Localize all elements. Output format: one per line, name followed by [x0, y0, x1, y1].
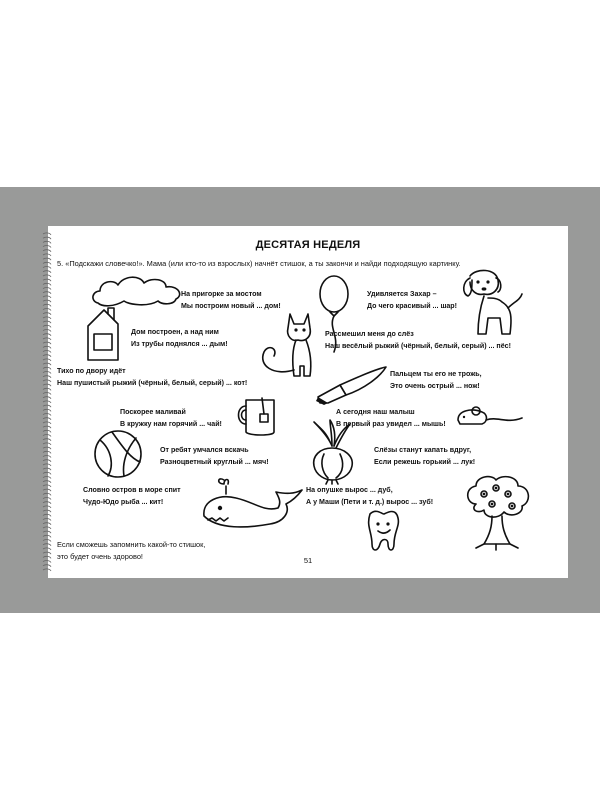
spiral-coil [43, 241, 51, 243]
dog-icon [462, 268, 528, 340]
poem-house [181, 288, 281, 312]
poem-line: Наш весёлый рыжий (чёрный, белый, серый) ... пёс! [325, 342, 511, 350]
spiral-coil [43, 313, 51, 315]
poem-line: На опушке вырос ... дуб, [306, 486, 393, 494]
spiral-coil [43, 451, 51, 453]
spiral-coil [43, 321, 51, 323]
spiral-coil [43, 514, 51, 516]
spiral-coil [43, 376, 51, 378]
onion-icon [306, 418, 358, 484]
poem-tea [120, 406, 222, 430]
spiral-coil [43, 388, 51, 390]
poem-line: До чего красивый ... шар! [367, 302, 457, 310]
spiral-coil [43, 489, 51, 491]
spiral-coil [43, 565, 51, 567]
spiral-coil [43, 531, 51, 533]
spiral-coil [43, 351, 51, 353]
spiral-coil [43, 435, 51, 437]
spiral-coil [43, 422, 51, 424]
poem-line: Поскорее маливай [120, 408, 186, 416]
tree-icon [462, 474, 534, 552]
spiral-coil [43, 519, 51, 521]
spiral-coil [43, 430, 51, 432]
spiral-coil [43, 246, 51, 248]
spiral-coil [43, 506, 51, 508]
spiral-coil [43, 309, 51, 311]
tooth-icon [364, 508, 402, 554]
poem-line: Слёзы станут капать вдруг, [374, 446, 472, 454]
spiral-coil [43, 250, 51, 252]
poem-line: Наш пушистый рыжий (чёрный, белый, серый) ... кот! [57, 379, 248, 387]
footer-line: Если сможешь запомнить какой-то стишок, [57, 540, 206, 549]
poem-balloon [367, 288, 457, 312]
spiral-coil [43, 544, 51, 546]
mug-icon [234, 392, 284, 438]
spiral-coil [43, 292, 51, 294]
spiral-coil [43, 380, 51, 382]
spiral-coil [43, 548, 51, 550]
spiral-coil [43, 552, 51, 554]
page-number: 51 [303, 556, 313, 565]
spiral-coil [43, 556, 51, 558]
task-instruction: 5. «Подскажи словечко!». Мама (или кто-то из взрослых) начнёт стишок, а ты закончи и найди подходящую картинку. [57, 259, 461, 268]
spiral-coil [43, 460, 51, 462]
spiral-coil [43, 439, 51, 441]
spiral-coil [43, 561, 51, 563]
spiral-coil [43, 237, 51, 239]
spiral-coil [43, 523, 51, 525]
poem-cat [57, 365, 247, 389]
spiral-coil [43, 359, 51, 361]
poem-ball [160, 444, 269, 468]
spiral-coil [43, 372, 51, 374]
spiral-coil [43, 363, 51, 365]
spiral-coil [43, 267, 51, 269]
spiral-coil [43, 233, 51, 235]
poem-line: Из трубы поднялся ... дым! [131, 340, 228, 348]
spiral-coil [43, 283, 51, 285]
poem-line: Мы построим новый ... дом! [181, 302, 281, 310]
spiral-coil [43, 275, 51, 277]
spiral-coil [43, 338, 51, 340]
poem-line: Дом построен, а над ним [131, 328, 219, 336]
spiral-coil [43, 472, 51, 474]
spiral-coil [43, 334, 51, 336]
spiral-coil [43, 296, 51, 298]
spiral-coil [43, 325, 51, 327]
poem-line: Чудо-Юдо рыба ... кит! [83, 498, 164, 506]
footer-line: это будет очень здорово! [57, 552, 143, 561]
spiral-coil [43, 485, 51, 487]
poem-line: Тихо по двору идёт [57, 367, 126, 375]
mouse-icon [454, 402, 524, 428]
poem-line: От ребят умчался вскачь [160, 446, 249, 454]
poem-line: Словно остров в море спит [83, 486, 181, 494]
spiral-coil [43, 300, 51, 302]
workbook-page [48, 226, 568, 578]
spiral-coil [43, 405, 51, 407]
spiral-coil [43, 447, 51, 449]
spiral-coil [43, 468, 51, 470]
poem-line: А сегодня наш малыш [336, 408, 415, 416]
page-title: ДЕСЯТАЯ НЕДЕЛЯ [255, 239, 361, 251]
spiral-coil [43, 254, 51, 256]
poem-onion [374, 444, 475, 468]
spiral-coil [43, 393, 51, 395]
spiral-coil [43, 502, 51, 504]
spiral-coil [43, 279, 51, 281]
spiral-coil [43, 414, 51, 416]
spiral-coil [43, 304, 51, 306]
ball-icon [92, 428, 144, 480]
spiral-coil [43, 258, 51, 260]
spiral-coil [43, 569, 51, 571]
spiral-coil [43, 288, 51, 290]
spiral-coil [43, 342, 51, 344]
poem-line: А у Маши (Пети и т. д.) вырос ... зуб! [306, 498, 434, 506]
poem-line: Если режешь горький ... лук! [374, 458, 476, 466]
spiral-coil [43, 540, 51, 542]
spiral-coil [43, 493, 51, 495]
poem-whale [83, 484, 181, 508]
spiral-coil [43, 409, 51, 411]
spiral-coil [43, 464, 51, 466]
poem-line: В первый раз увидел ... мышь! [336, 420, 446, 428]
poem-line: Это очень острый ... нож! [390, 382, 480, 390]
balloon-icon [316, 274, 352, 354]
spiral-coil [43, 346, 51, 348]
spiral-coil [43, 443, 51, 445]
spiral-coil [43, 262, 51, 264]
spiral-coil [43, 498, 51, 500]
poem-smoke [131, 326, 228, 350]
poem-line: Рассмешил меня до слёз [325, 330, 414, 338]
spiral-coil [43, 527, 51, 529]
spiral-coil [43, 401, 51, 403]
knife-icon [310, 363, 390, 407]
spiral-coil [43, 384, 51, 386]
poem-knife [390, 368, 482, 392]
spiral-coil [43, 481, 51, 483]
spiral-coil [43, 271, 51, 273]
spiral-binding [42, 232, 52, 572]
whale-icon [198, 476, 306, 532]
poem-line: Разноцветный круглый ... мяч! [160, 458, 269, 466]
spiral-coil [43, 426, 51, 428]
spiral-coil [43, 477, 51, 479]
cloud-icon [88, 271, 188, 311]
poem-line: В кружку нам горячий ... чай! [120, 420, 222, 428]
poem-line: Удивляется Захар – [367, 290, 437, 298]
poem-line: На пригорке за мостом [181, 290, 262, 298]
poem-line: Пальцем ты его не трожь, [390, 370, 482, 378]
house-icon [82, 306, 124, 362]
spiral-coil [43, 367, 51, 369]
spiral-coil [43, 355, 51, 357]
poem-oak [306, 484, 433, 508]
spiral-coil [43, 330, 51, 332]
spiral-coil [43, 418, 51, 420]
spiral-coil [43, 456, 51, 458]
spiral-coil [43, 397, 51, 399]
spiral-coil [43, 510, 51, 512]
spiral-coil [43, 317, 51, 319]
spiral-coil [43, 535, 51, 537]
